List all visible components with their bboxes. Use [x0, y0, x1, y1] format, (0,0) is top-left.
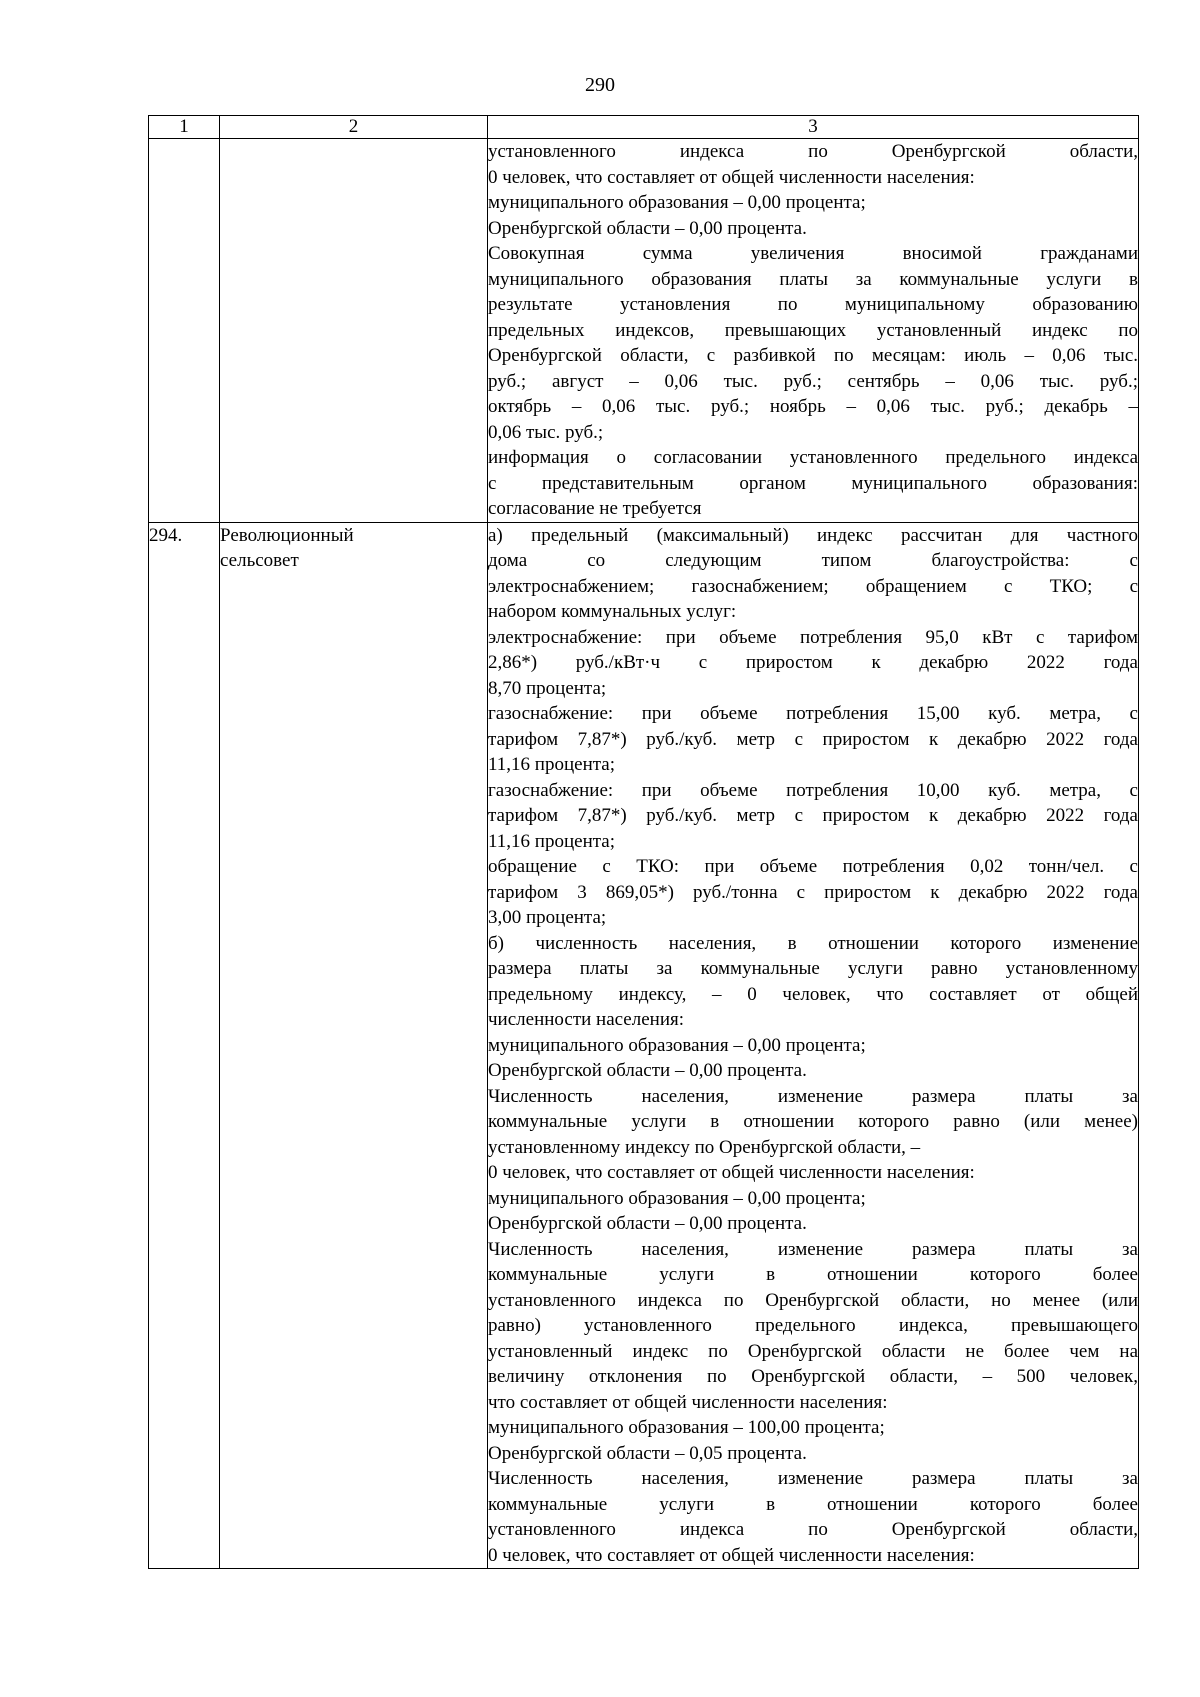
description-line: газоснабжение: при объеме потребления 10,00 куб. метра, с [488, 779, 1138, 801]
description-line: 3,00 процента; [488, 907, 607, 928]
description-line: установленному индексу по Оренбургской области, – [488, 1136, 921, 1158]
description-line: электроснабжение: при объеме потребления 95,0 кВт с тарифом [488, 626, 1138, 648]
description-line: 2,86*) руб./кВт·ч с приростом к декабрю 2022 года [488, 652, 1138, 673]
description-line: 0 человек, что составляет от общей численности населения: [488, 166, 975, 188]
description-line: муниципального образования – 0,00 процента; [488, 1034, 866, 1056]
description-line: 0,06 тыс. руб.; [488, 421, 604, 443]
description-line: Оренбургской области – 0,00 процента. [488, 1213, 807, 1234]
description-line: руб.; август – 0,06 тыс. руб.; сентябрь – 0,06 тыс. руб.; [488, 370, 1138, 392]
description-line: муниципального образования – 0,00 процента; [488, 192, 866, 213]
description-line: численности населения: [488, 1009, 685, 1030]
row-number-cell: 294. [149, 522, 220, 1569]
description-line: предельных индексов, превышающих установленный индекс по [488, 319, 1138, 341]
description-line: Оренбургской области, с разбивкой по месяцам: июль – 0,06 тыс. [488, 345, 1138, 366]
description-line: тарифом 7,87*) руб./куб. метр с приростом к декабрю 2022 года [488, 805, 1138, 826]
description-line: муниципального образования платы за коммунальные услуги в [488, 268, 1138, 290]
municipality-name-cell [220, 139, 488, 523]
description-line: результате установления по муниципальному образованию [488, 294, 1138, 315]
description-line: величину отклонения по Оренбургской области, – 500 человек, [488, 1366, 1138, 1387]
description-line: установленного индекса по Оренбургской области, [488, 141, 1138, 162]
description-line: Численность населения, изменение размера платы за [488, 1238, 1138, 1260]
description-line: 11,16 процента; [488, 830, 615, 852]
description-line: 0 человек, что составляет от общей численности населения: [488, 1162, 975, 1183]
description-line: Численность населения, изменение размера платы за [488, 1085, 1138, 1107]
description-line: муниципального образования – 100,00 процента; [488, 1417, 885, 1438]
column-header-1: 1 [149, 116, 220, 139]
description-line: октябрь – 0,06 тыс. руб.; ноябрь – 0,06 тыс. руб.; декабрь – [488, 396, 1138, 417]
description-line: предельному индексу, – 0 человек, что составляет от общей [488, 983, 1138, 1005]
description-line: согласование не требуется [488, 498, 702, 519]
description-line: 0 человек, что составляет от общей численности населения: [488, 1544, 975, 1566]
description-line: Оренбургской области – 0,00 процента. [488, 217, 807, 239]
description-line: обращение с ТКО: при объеме потребления 0,02 тонн/чел. с [488, 856, 1138, 877]
description-line: газоснабжение: при объеме потребления 15,00 куб. метра, с [488, 703, 1138, 724]
description-line: информация о согласовании установленного предельного индекса [488, 447, 1138, 468]
row-number-cell [149, 139, 220, 523]
document-table [148, 115, 1139, 1569]
description-line: Совокупная сумма увеличения вносимой гражданами [488, 243, 1138, 264]
table-body [149, 139, 1139, 1569]
table-header-row [149, 116, 1139, 139]
table-row [149, 139, 1139, 523]
description-line: Оренбургской области – 0,05 процента. [488, 1442, 807, 1464]
description-line: установленного индекса по Оренбургской области, [488, 1519, 1138, 1540]
description-line: б) численность населения, в отношении которого изменение [488, 932, 1138, 954]
description-line: тарифом 7,87*) руб./куб. метр с приростом к декабрю 2022 года [488, 728, 1138, 750]
table-row [149, 522, 1139, 1569]
description-line: электроснабжением; газоснабжением; обращением с ТКО; с [488, 575, 1138, 597]
page-number: 290 [585, 74, 615, 96]
description-line: равно) установленного предельного индекса, превышающего [488, 1315, 1138, 1336]
description-line: тарифом 3 869,05*) руб./тонна с приростом к декабрю 2022 года [488, 881, 1138, 903]
description-line: установленный индекс по Оренбургской области не более чем на [488, 1340, 1138, 1362]
description-line: что составляет от общей численности населения: [488, 1391, 888, 1413]
description-cell [488, 522, 1139, 1569]
description-line: размера платы за коммунальные услуги равно установленному [488, 958, 1138, 979]
description-line: дома со следующим типом благоустройства: с [488, 550, 1138, 571]
description-line: установленного индекса по Оренбургской области, но менее (или [488, 1289, 1138, 1311]
description-line: 11,16 процента; [488, 754, 615, 775]
column-header-2: 2 [220, 116, 488, 139]
description-line: Оренбургской области – 0,00 процента. [488, 1060, 807, 1081]
description-line: коммунальные услуги в отношении которого более [488, 1493, 1138, 1515]
municipality-name-line: Революционный [220, 524, 354, 546]
description-line: с представительным органом муниципального образования: [488, 472, 1138, 494]
column-header-3: 3 [488, 116, 1139, 139]
description-line: 8,70 процента; [488, 677, 607, 699]
description-line: набором коммунальных услуг: [488, 601, 737, 622]
municipality-name-cell [220, 522, 488, 1569]
municipality-name-line: сельсовет [220, 550, 299, 571]
description-line: Численность населения, изменение размера платы за [488, 1468, 1138, 1489]
description-cell [488, 139, 1139, 523]
description-line: а) предельный (максимальный) индекс рассчитан для частного [488, 524, 1138, 546]
description-line: коммунальные услуги в отношении которого более [488, 1264, 1138, 1285]
description-line: муниципального образования – 0,00 процента; [488, 1187, 866, 1209]
description-line: коммунальные услуги в отношении которого равно (или менее) [488, 1111, 1138, 1132]
